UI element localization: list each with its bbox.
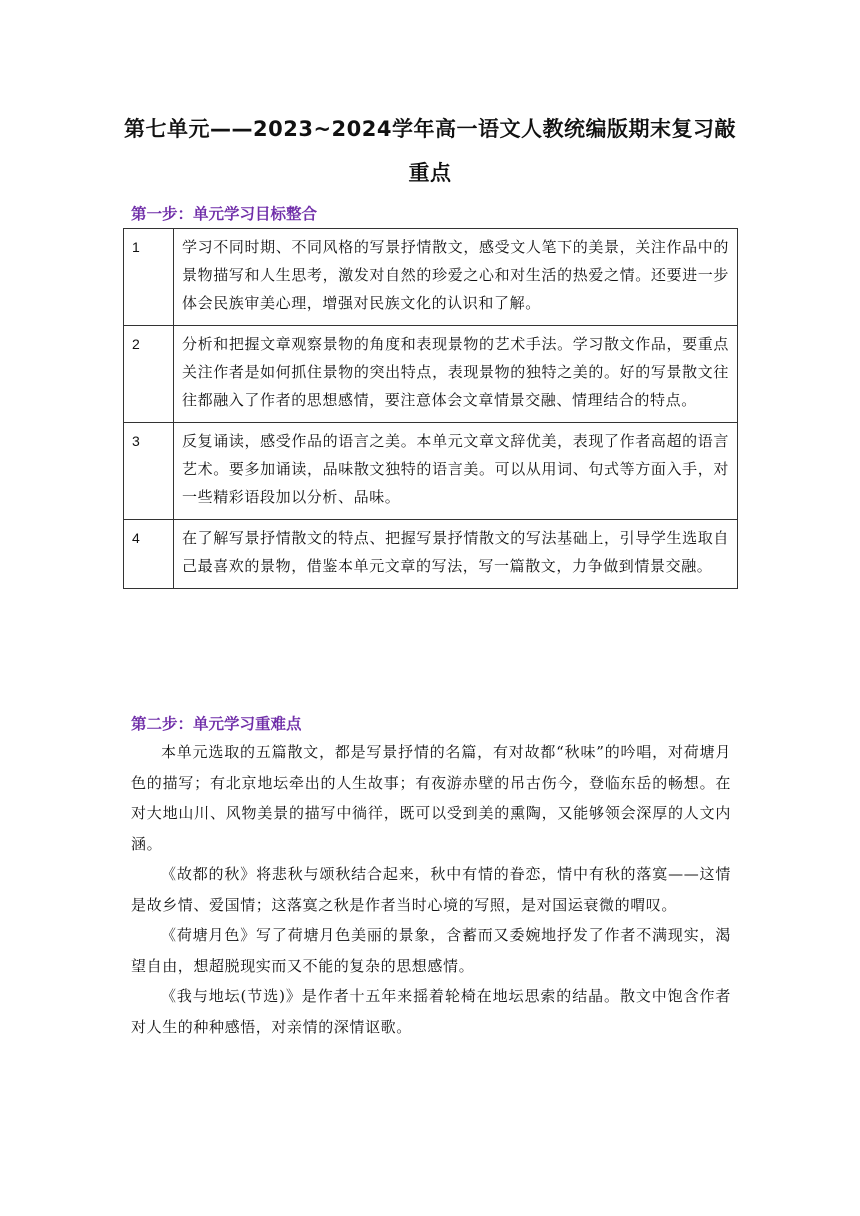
table-row xyxy=(124,423,738,520)
step1-heading: 第一步：单元学习目标整合 xyxy=(131,205,318,223)
paragraph: 本单元选取的五篇散文，都是写景抒情的名篇，有对故都“秋味”的吟唱，对荷塘月色的描写；有北京地坛牵出的人生故事；有夜游赤壁的吊古伤今，登临东岳的畅想。在对大地山川、风物美景的描写中徜徉，既可以受到美的熏陶，又能够领会深厚的人文内涵。 xyxy=(131,743,731,853)
table-row xyxy=(124,326,738,423)
table-row xyxy=(124,229,738,326)
row-text: 学习不同时期、不同风格的写景抒情散文，感受文人笔下的美景，关注作品中的景物描写和人生思考，激发对自然的珍爱之心和对生活的热爱之情。还要进一步体会民族审美心理，增强对民族文化的认识和了解。 xyxy=(174,229,738,326)
row-number: 1 xyxy=(124,229,174,326)
paragraph: 《我与地坛(节选)》是作者十五年来摇着轮椅在地坛思索的结晶。散文中饱含作者对人生的种种感悟，对亲情的深情讴歌。 xyxy=(131,987,731,1036)
row-text: 反复诵读，感受作品的语言之美。本单元文章文辞优美，表现了作者高超的语言艺术。要多加诵读，品味散文独特的语言美。可以从用词、句式等方面入手，对一些精彩语段加以分析、品味。 xyxy=(174,423,738,520)
row-number: 4 xyxy=(124,520,174,589)
row-number: 3 xyxy=(124,423,174,520)
learning-goals-table xyxy=(123,228,738,589)
row-text: 在了解写景抒情散文的特点、把握写景抒情散文的写法基础上，引导学生选取自己最喜欢的景物，借鉴本单元文章的写法，写一篇散文，力争做到情景交融。 xyxy=(174,520,738,589)
row-text: 分析和把握文章观察景物的角度和表现景物的艺术手法。学习散文作品，要重点关注作者是如何抓住景物的突出特点，表现景物的独特之美的。好的写景散文往往都融入了作者的思想感情，要注意体会文章情景交融、情理结合的特点。 xyxy=(174,326,738,423)
step2-heading: 第二步：单元学习重难点 xyxy=(131,715,302,733)
paragraph: 《故都的秋》将悲秋与颂秋结合起来，秋中有情的眷恋，情中有秋的落寞——这情是故乡情、爱国情；这落寞之秋是作者当时心境的写照，是对国运衰微的喟叹。 xyxy=(131,865,731,914)
document-title-line-1: 第七单元——2023~2024学年高一语文人教统编版期末复习敲 xyxy=(124,117,736,141)
row-number: 2 xyxy=(124,326,174,423)
step2-body xyxy=(131,737,731,1042)
table-row xyxy=(124,520,738,589)
document-title-line-2: 重点 xyxy=(408,161,452,185)
paragraph: 《荷塘月色》写了荷塘月色美丽的景象，含蓄而又委婉地抒发了作者不满现实，渴望自由，想超脱现实而又不能的复杂的思想感情。 xyxy=(131,926,731,975)
